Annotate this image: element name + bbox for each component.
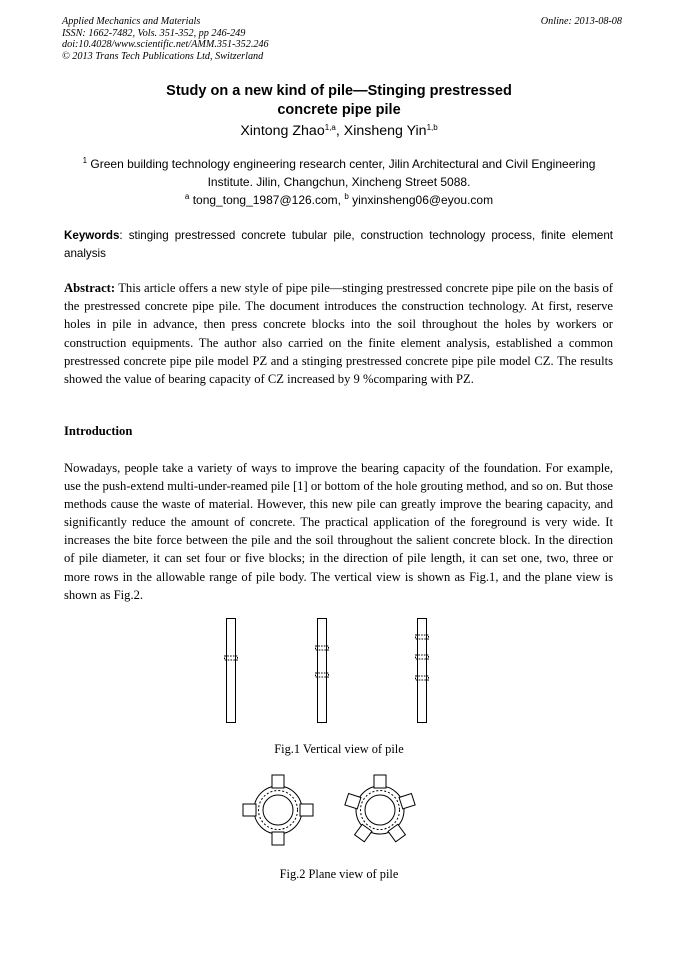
abstract-text: This article offers a new style of pipe pile—stinging prestressed concrete pipe pile on the basis of the prestressed concrete pipe pile. The document introduces the construction technology. At first, reserve holes in pile in advance, then press concrete blocks into the soil throughout the holes by workers or construction equipments. The author also carried on the finite element analysis, established a common prestressed concrete pipe pile model PZ and a stinging prestressed concrete pipe pile model CZ. The results showed the value of bearing capacity of CZ increased by 9 %comparing with PZ.: [64, 281, 613, 387]
journal-name: Applied Mechanics and Materials: [62, 16, 201, 27]
title-line-1: Study on a new kind of pile—Stinging prestressed: [166, 83, 512, 99]
plane-five-blocks: [345, 775, 415, 842]
issn-line: ISSN: 1662-7482, Vols. 351-352, pp 246-249: [62, 27, 246, 39]
figure-1-vertical-view: [210, 612, 450, 728]
email-a-marker: a: [184, 192, 190, 201]
author-1: Xintong Zhao: [240, 123, 325, 139]
email-a: tong_tong_1987@126.com,: [192, 193, 341, 207]
introduction-text: Nowadays, people take a variety of ways to improve the bearing capacity of the foundation. For example, use the push-extend multi-under-reamed pile [1] or bottom of the hole grouting method, and so on. But those methods cause the waste of material. However, this new pile can greatly improve the bearing capacity, and significantly reduce the amount of concrete. The practical application of the foreground is very wide. It increases the bite force between the pile and the soil throughout the salient concrete block. In the direction of pile diameter, it can set four or five blocks; in the direction of pile length, it can set one, two, three or more rows in the allowable range of pile body. The vertical view is shown as Fig.1, and the plane view is shown as Fig.2.: [64, 461, 613, 602]
email-b-marker: b: [344, 192, 349, 201]
affiliation-marker: 1: [82, 156, 88, 165]
keywords-label: Keywords: [64, 229, 120, 242]
abstract-label: Abstract:: [64, 281, 116, 295]
pile-one-row: [225, 619, 238, 723]
title-line-2: concrete pipe pile: [277, 102, 401, 118]
pile-three-rows: [416, 619, 429, 723]
figure-1-caption: Fig.1 Vertical view of pile: [274, 742, 404, 756]
doi-line: doi:10.4028/www.scientific.net/AMM.351-352.246: [62, 39, 269, 50]
author-separator: ,: [335, 123, 344, 139]
copyright-line: © 2013 Trans Tech Publications Ltd, Switzerland: [62, 50, 264, 62]
journal-header: [62, 16, 622, 62]
online-date: Online: 2013-08-08: [540, 16, 622, 27]
email-b: yinxinsheng06@eyou.com: [352, 193, 494, 207]
email-line: [64, 191, 614, 209]
author-list: [64, 123, 614, 139]
affiliation-line-2: Institute. Jilin, Changchun, Xincheng Street 5088.: [207, 175, 471, 189]
paper-title: [64, 82, 614, 120]
pile-two-rows: [316, 619, 329, 723]
affiliation-text: Green building technology engineering research center, Jilin Architectural and Civil Engineering: [90, 157, 596, 171]
figure-2-caption: Fig.2 Plane view of pile: [279, 867, 399, 881]
keywords-text: : stinging prestressed concrete tubular pile, construction technology process, finite element analysis: [64, 229, 613, 260]
author-2-affil: 1,b: [426, 123, 438, 132]
author-1-affil: 1,a: [324, 123, 336, 132]
abstract: [64, 279, 613, 388]
affiliation-line-1: [64, 155, 614, 173]
introduction-heading: Introduction: [64, 424, 133, 438]
figure-2-plane-view: [240, 770, 440, 852]
keywords: [64, 227, 613, 263]
author-2: Xinsheng Yin: [343, 123, 427, 139]
affiliation: [64, 155, 614, 209]
plane-four-blocks: [243, 775, 313, 845]
